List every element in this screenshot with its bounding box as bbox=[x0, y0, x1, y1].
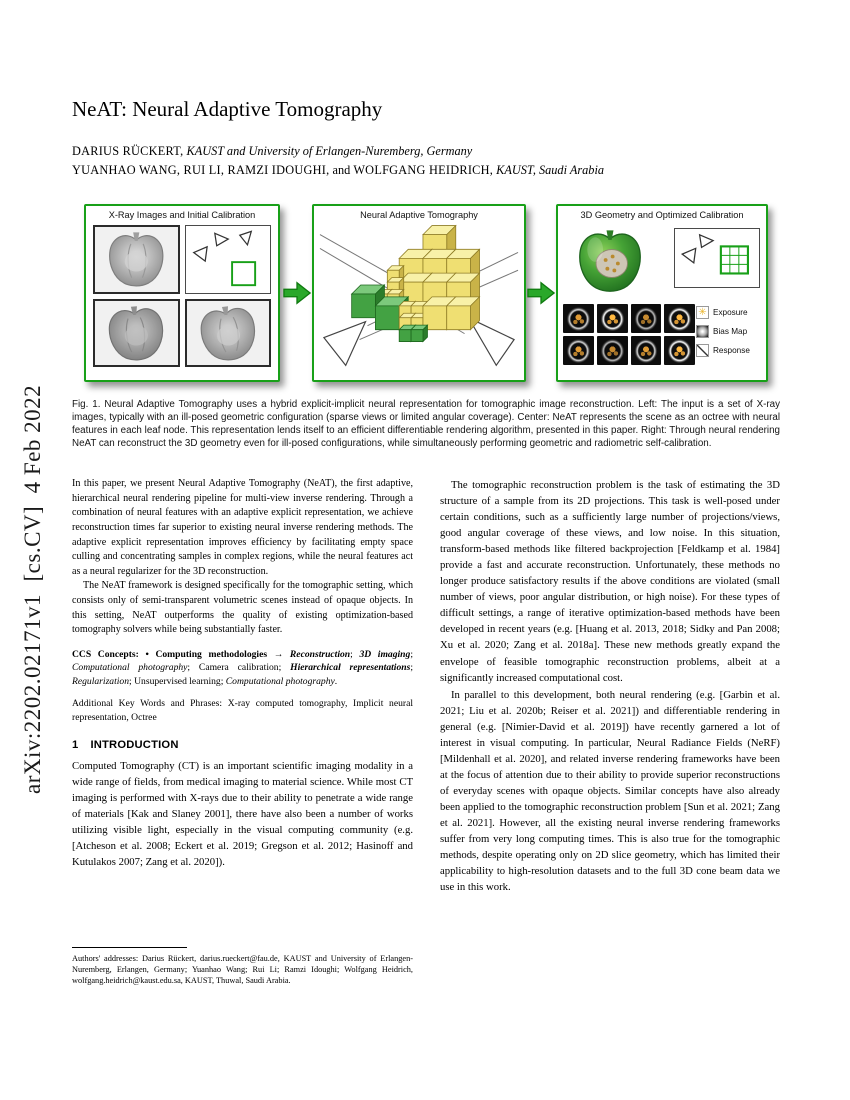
text-segment: Camera calibration bbox=[198, 662, 279, 674]
body-paragraph: In parallel to this development, both neural rendering (e.g. [Garbin et al. 2021; Liu et al. 2020b; Reiser et al. 2021]) and differentiable rendering in general (e.g. [Nimier-David et al. 2019]) have recently garnered a lot of interest in visual computing. In particular, Neural Radiance Fields (NeRF) [Mildenhall et al. 2020], and related inverse rendering frameworks have been at the focus of attention due to their ability to provide superior reconstructions of everyday scenes with opaque objects. Similar concepts have also already been applied to the tomographic reconstruction problem [Sun et al. 2021; Zang et al. 2021]. However, all the existing neural inverse rendering frameworks suffer from very long computing times. This is also true for the tomographic methods, despite operating only on 2D slice geometry, which has limited their applicability to high-resolution datasets and to the full 3D cone beam data we use in this work. bbox=[440, 688, 780, 894]
camera-pose-diagram bbox=[186, 226, 271, 293]
green-pepper-image bbox=[562, 222, 658, 298]
camera-frustum-icon bbox=[700, 235, 714, 248]
author-block bbox=[72, 142, 604, 180]
flow-arrow-icon bbox=[527, 278, 555, 308]
calibration-legend bbox=[696, 306, 762, 357]
ct-slice-thumbnail bbox=[664, 304, 695, 333]
reconstructed-pepper-render bbox=[562, 222, 658, 298]
text-segment: ; bbox=[129, 675, 135, 687]
camera-frustum-icon bbox=[193, 247, 206, 261]
body-paragraph: The tomographic reconstruction problem is the task of estimating the 3D structure of a sample from its 2D projections. This task is well-posed under certain conditions, such as a sufficiently large number of projections/views, good angular coverage of these views, and low noise. In this situation, transform-based methods like filtered backprojection [Feldkamp et al. 1984] provide a fast and accurate reconstruction. Unfortunately, these methods no longer produce satisfactory results if the above conditions are violated (small number of views, poor angular distribution, or high noise). For these types of difficult settings, a range of iterative optimization-based methods have been developed in recent years (e.g. [Huang et al. 2013, 2018; Sidky and Pan 2008; Xu et al. 2020; Zang et al. 2018a]. These new methods greatly expand the envelope of feasible tomographic reconstruction problems, albeit at a significantly increased computational cost. bbox=[440, 479, 780, 684]
panel-title: 3D Geometry and Optimized Calibration bbox=[580, 210, 744, 220]
legend-label: Exposure bbox=[713, 308, 748, 317]
left-column bbox=[72, 477, 413, 943]
camera-pose-diagram bbox=[675, 229, 759, 287]
figure-panel-neat bbox=[312, 204, 526, 382]
figure-panel-output bbox=[556, 204, 768, 382]
output-content bbox=[558, 220, 766, 372]
xray-pepper-image bbox=[185, 299, 272, 368]
legend-item-response bbox=[696, 344, 762, 357]
legend-label: Response bbox=[713, 346, 750, 355]
text-segment: Regularization bbox=[72, 675, 130, 687]
text-segment: → bbox=[267, 648, 290, 660]
figure-caption: Fig. 1. Neural Adaptive Tomography uses a hybrid explicit-implicit neural representation for tomographic image reconstruction. Left: The input is a set of X-ray images, typically with an ill-posed geometric configuration (sparse views or limited angular coverage). Center: NeAT represents the scene as an octree with neural features in each leaf node. This representation lends itself to an efficient differentiable rendering algorithm, presented in this paper. Right: Through neural rendering NeAT can reconstruct the 3D geometry even for ill-posed configurations, while simultaneously performing geometric and radiometric self-calibration. bbox=[72, 399, 780, 450]
figure-1 bbox=[84, 204, 768, 382]
text-segment: Unsupervised learning bbox=[134, 675, 221, 687]
text-segment: ; bbox=[278, 662, 291, 674]
ct-slice-thumbnail bbox=[563, 304, 594, 333]
text-segment: and bbox=[329, 163, 354, 178]
xray-image bbox=[93, 225, 180, 294]
footnote bbox=[72, 947, 413, 987]
text-segment: DARIUS RÜCKERT, bbox=[72, 144, 184, 158]
ct-slice-grid bbox=[563, 304, 695, 365]
abstract-paragraph-2: The NeAT framework is designed specifically for the tomographic setting, which consists only of semi-transparent volumetric scenes instead of opaque objects. In this setting, NeAT outperforms the quality of existing optimization-based tomography solvers while being substantially faster. bbox=[72, 580, 413, 636]
camera-frustum-icon bbox=[682, 248, 696, 263]
xray-pepper-image bbox=[95, 227, 178, 292]
octree-wrap bbox=[314, 220, 524, 372]
arxiv-watermark: arXiv:2202.02171v1 [cs.CV] 4 Feb 2022 bbox=[20, 384, 45, 794]
xray-image bbox=[93, 299, 180, 368]
ct-slice-thumbnail bbox=[664, 336, 695, 365]
legend-item-exposure bbox=[696, 306, 762, 319]
text-segment: . bbox=[334, 675, 338, 687]
xray-image-grid bbox=[86, 220, 278, 372]
section-heading-introduction bbox=[72, 739, 413, 751]
text-segment: KAUST, Saudi Arabia bbox=[496, 163, 605, 178]
initial-calibration-box bbox=[185, 225, 272, 294]
flow-arrow-icon bbox=[283, 278, 311, 308]
text-segment: Computing methodologies bbox=[155, 648, 268, 660]
ct-slice-thumbnail bbox=[563, 336, 594, 365]
xray-pepper-image bbox=[93, 299, 180, 368]
right-column bbox=[440, 477, 780, 1067]
text-segment: Computational photography bbox=[225, 675, 335, 687]
diagonal-curve-icon bbox=[696, 344, 709, 357]
camera-frustum-icon bbox=[324, 322, 366, 366]
text-segment: WOLFGANG HEIDRICH, bbox=[353, 163, 494, 178]
gradient-circle-icon bbox=[696, 325, 709, 338]
camera-frustum-icon bbox=[239, 231, 251, 244]
author-line-2 bbox=[72, 161, 604, 180]
section-title: INTRODUCTION bbox=[90, 738, 179, 751]
panel-title: X-Ray Images and Initial Calibration bbox=[108, 210, 256, 220]
text-segment: 3D imaging bbox=[359, 648, 411, 660]
text-segment: Reconstruction bbox=[289, 648, 351, 660]
text-segment: Computational photography bbox=[72, 662, 188, 674]
ct-slice-thumbnail bbox=[597, 336, 628, 365]
paper-title: NeAT: Neural Adaptive Tomography bbox=[72, 97, 383, 121]
optimized-calibration-box bbox=[674, 228, 760, 288]
camera-frustum-icon bbox=[214, 233, 227, 245]
section-number: 1 bbox=[72, 738, 79, 751]
text-segment: KAUST and University of Erlangen-Nuremberg, Germany bbox=[186, 144, 473, 158]
ct-slice-thumbnail bbox=[631, 304, 662, 333]
ccs-concepts bbox=[72, 648, 413, 688]
text-segment: ; bbox=[410, 648, 413, 660]
detector-square-icon bbox=[232, 262, 255, 285]
keywords: Additional Key Words and Phrases: X-ray computed tomography, Implicit neural representation, Octree bbox=[72, 698, 413, 723]
footnote-text: Authors' addresses: Darius Rückert, darius.rueckert@fau.de, KAUST and University of Erlangen-Nuremberg, Erlangen, Germany; Yuanhao Wang; Rui Li; Ramzi Idoughi; Wolfgang Heidrich, wolfgang.heidrich@kaust.edu.sa, KAUST, Thuwal, Saudi Arabia. bbox=[72, 954, 413, 986]
figure-panel-input bbox=[84, 204, 280, 382]
text-segment: Hierarchical representations bbox=[290, 662, 411, 674]
text-segment: ; bbox=[410, 662, 413, 674]
xray-image bbox=[185, 299, 272, 368]
octree-illustration bbox=[316, 220, 522, 372]
text-segment: ; bbox=[187, 662, 199, 674]
text-segment: ; bbox=[220, 675, 226, 687]
author-line-1 bbox=[72, 142, 604, 161]
sun-icon: ✳ bbox=[696, 306, 709, 319]
introduction-paragraph-1: Computed Tomography (CT) is an important scientific imaging modality in a wide range of fields, from medical imaging to material science. While most CT imaging is performed with X-rays due to their ability to penetrate a wide range of materials [Kak and Slaney 2001], there have also been a number of works utilizing visible light, especially in the visual computing community (e.g. [Atcheson et al. 2008; Eckert et al. 2019; Gregson et al. 2012; Hasinoff and Kutulakos 2007; Zang et al. 2020]). bbox=[72, 759, 413, 869]
ct-slice-thumbnail bbox=[597, 304, 628, 333]
text-segment: CCS Concepts: bbox=[72, 648, 146, 660]
legend-item-bias-map bbox=[696, 325, 762, 338]
text-segment: ; bbox=[350, 648, 360, 660]
ct-slice-thumbnail bbox=[631, 336, 662, 365]
detector-grid-icon bbox=[721, 246, 748, 273]
text-segment: • bbox=[145, 648, 156, 660]
panel-title: Neural Adaptive Tomography bbox=[360, 210, 478, 220]
text-segment: YUANHAO WANG, RUI LI, RAMZI IDOUGHI, bbox=[72, 163, 330, 178]
abstract-paragraph-1: In this paper, we present Neural Adaptive Tomography (NeAT), the first adaptive, hierarchical neural rendering pipeline for multi-view inverse rendering. Through a combination of neural features with an adaptive explicit representation, we achieve reconstruction times far superior to existing neural inverse rendering methods. The adaptive explicit representation improves efficiency by facilitating empty space culling and concentrating samples in complex regions, while the neural features act as a neural regularizer for the 3D reconstruction. bbox=[72, 478, 413, 577]
footnote-rule bbox=[72, 947, 187, 948]
legend-label: Bias Map bbox=[713, 327, 748, 336]
